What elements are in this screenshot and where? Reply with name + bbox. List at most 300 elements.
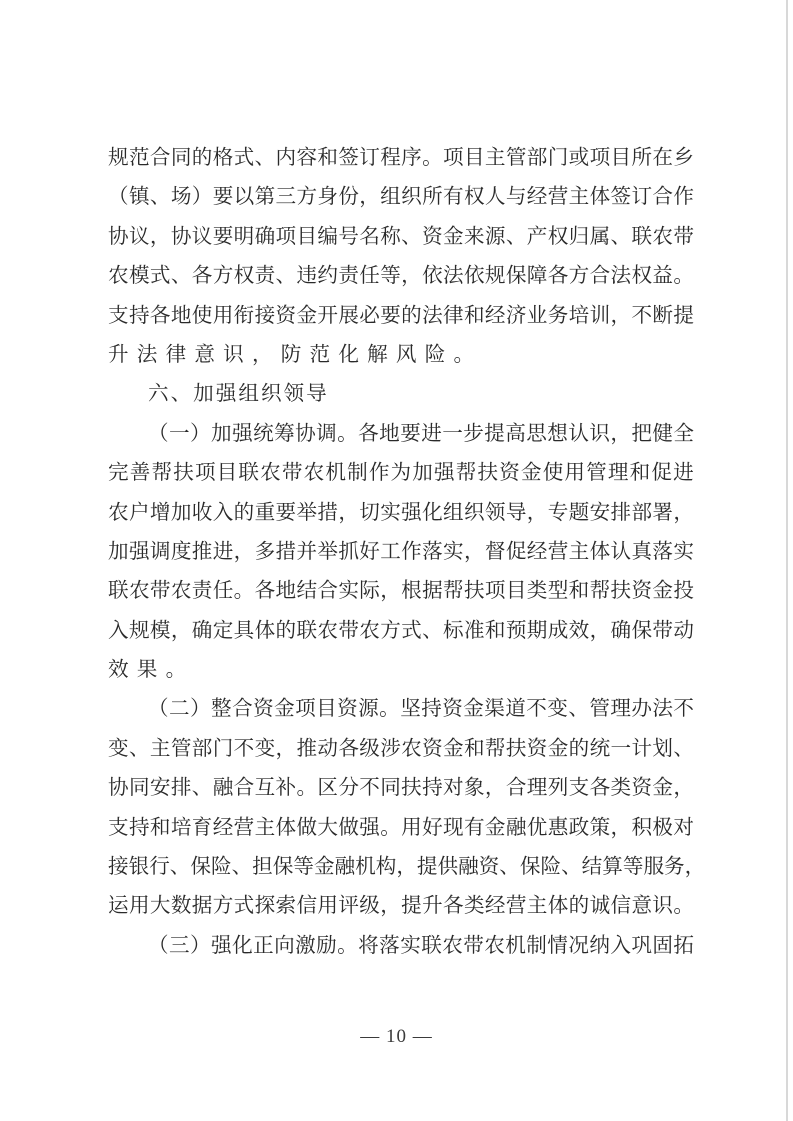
glyph: 政 bbox=[568, 814, 590, 839]
glyph: 保 bbox=[631, 617, 653, 642]
glyph: 完 bbox=[108, 460, 129, 485]
glyph: 提 bbox=[673, 302, 694, 327]
glyph: 的 bbox=[275, 617, 297, 642]
glyph: 、 bbox=[191, 775, 213, 800]
glyph: 持 bbox=[128, 302, 150, 327]
glyph: 巩 bbox=[631, 932, 652, 957]
glyph: 融 bbox=[505, 814, 527, 839]
glyph: 信 bbox=[296, 893, 318, 918]
glyph: 强 bbox=[211, 932, 232, 957]
glyph: 预 bbox=[505, 617, 527, 642]
glyph: 补 bbox=[275, 775, 297, 800]
glyph: 专 bbox=[547, 499, 569, 524]
glyph: 式 bbox=[149, 263, 171, 288]
glyph: 农 bbox=[401, 735, 422, 760]
glyph: 举 bbox=[317, 538, 338, 563]
glyph: 序 bbox=[401, 145, 422, 169]
glyph: 经 bbox=[212, 814, 234, 839]
glyph: 运 bbox=[108, 893, 129, 918]
glyph: 。 bbox=[337, 420, 358, 445]
glyph: 。 bbox=[379, 696, 400, 721]
glyph: 不 bbox=[673, 696, 694, 721]
glyph: 名 bbox=[359, 223, 380, 248]
glyph: 合 bbox=[232, 696, 253, 721]
glyph: 任 bbox=[212, 578, 234, 603]
glyph: 制 bbox=[347, 460, 368, 485]
glyph: ， bbox=[610, 814, 632, 839]
glyph: 全 bbox=[673, 420, 694, 445]
glyph: 在 bbox=[652, 145, 673, 169]
glyph: 金 bbox=[296, 302, 318, 327]
glyph: 一 bbox=[610, 735, 632, 760]
glyph: 管 bbox=[589, 696, 610, 721]
glyph: ， bbox=[610, 302, 632, 327]
glyph: 列 bbox=[547, 775, 569, 800]
glyph: 责 bbox=[191, 578, 213, 603]
glyph: 障 bbox=[526, 263, 548, 288]
glyph: 带 bbox=[149, 578, 171, 603]
glyph: 结 bbox=[296, 578, 318, 603]
text-line bbox=[108, 256, 694, 295]
glyph: 身 bbox=[317, 184, 338, 209]
glyph: 目 bbox=[296, 223, 318, 248]
glyph: ） bbox=[190, 932, 211, 957]
glyph: 类 bbox=[463, 893, 485, 918]
glyph: 举 bbox=[296, 499, 318, 524]
glyph: 断 bbox=[652, 302, 673, 327]
glyph: 所 bbox=[422, 184, 443, 209]
glyph: 和 bbox=[149, 814, 171, 839]
glyph: 主 bbox=[484, 145, 506, 169]
scan-edge-line bbox=[786, 0, 788, 1121]
glyph: （ bbox=[148, 696, 169, 721]
glyph: 联 bbox=[631, 223, 653, 248]
glyph: 、 bbox=[401, 223, 422, 248]
glyph: 服 bbox=[643, 854, 665, 879]
paragraph-2-line bbox=[108, 808, 694, 847]
glyph: 排 bbox=[170, 775, 192, 800]
glyph: ， bbox=[380, 578, 401, 603]
glyph: 极 bbox=[652, 814, 673, 839]
glyph: 构 bbox=[375, 854, 397, 879]
glyph: 的 bbox=[568, 735, 590, 760]
glyph: 管 bbox=[505, 145, 527, 169]
glyph: 范 bbox=[128, 145, 150, 169]
glyph: 、 bbox=[149, 184, 171, 209]
glyph: 部 bbox=[191, 735, 213, 760]
glyph: 金 bbox=[520, 460, 542, 485]
glyph: 等 bbox=[622, 854, 644, 879]
glyph: 项 bbox=[443, 145, 464, 169]
glyph: ， bbox=[401, 263, 422, 288]
glyph: 联 bbox=[421, 932, 442, 957]
glyph: 产 bbox=[526, 223, 548, 248]
glyph: 惠 bbox=[547, 814, 569, 839]
glyph: 统 bbox=[253, 420, 274, 445]
glyph: 确 bbox=[191, 617, 213, 642]
glyph: 培 bbox=[170, 814, 192, 839]
glyph: 归 bbox=[568, 223, 590, 248]
glyph: 农 bbox=[128, 578, 150, 603]
glyph: 进 bbox=[673, 460, 694, 485]
glyph: 排 bbox=[610, 499, 632, 524]
glyph: ， bbox=[396, 854, 417, 879]
glyph: 营 bbox=[547, 184, 569, 209]
glyph: 要 bbox=[212, 184, 234, 209]
glyph: 变 bbox=[108, 735, 129, 760]
glyph: 规 bbox=[108, 145, 129, 169]
glyph: 的 bbox=[401, 302, 422, 327]
glyph: 分 bbox=[338, 775, 359, 800]
glyph: 资 bbox=[337, 696, 358, 721]
glyph: 农 bbox=[442, 932, 463, 957]
glyph: 带 bbox=[463, 932, 484, 957]
glyph: 农 bbox=[484, 932, 505, 957]
glyph: 门 bbox=[212, 735, 234, 760]
glyph: 经 bbox=[526, 538, 548, 563]
glyph: 组 bbox=[380, 184, 401, 209]
glyph: 一 bbox=[442, 420, 463, 445]
glyph: 规 bbox=[128, 617, 150, 642]
paragraph-1-line bbox=[108, 532, 694, 571]
glyph: 主 bbox=[526, 893, 548, 918]
text-line bbox=[108, 138, 694, 177]
glyph: 成 bbox=[547, 617, 569, 642]
glyph: 进 bbox=[212, 538, 234, 563]
glyph: 、 bbox=[610, 223, 632, 248]
glyph: 协 bbox=[108, 775, 129, 800]
text-line: 升法律意识，防范化解风险。 bbox=[108, 341, 483, 366]
text-line bbox=[108, 296, 694, 335]
glyph: 等 bbox=[293, 854, 314, 879]
glyph: 联 bbox=[296, 617, 318, 642]
glyph: 经 bbox=[526, 184, 548, 209]
glyph: ， bbox=[463, 538, 485, 563]
glyph: 。 bbox=[673, 263, 694, 288]
glyph: 所 bbox=[631, 145, 653, 169]
glyph: 称 bbox=[380, 223, 401, 248]
glyph: 、 bbox=[231, 854, 253, 879]
glyph: 模 bbox=[128, 263, 150, 288]
glyph: 机 bbox=[505, 932, 526, 957]
glyph: 资 bbox=[478, 854, 500, 879]
glyph: 险 bbox=[540, 854, 562, 879]
glyph: 变 bbox=[547, 696, 568, 721]
glyph: 和 bbox=[317, 145, 338, 169]
glyph: 资 bbox=[253, 696, 274, 721]
glyph: 织 bbox=[401, 184, 422, 209]
glyph: 乡 bbox=[673, 145, 694, 169]
paragraph-1-line bbox=[108, 453, 694, 492]
glyph: 接 bbox=[108, 854, 129, 879]
glyph: 导 bbox=[505, 499, 527, 524]
glyph: 持 bbox=[128, 814, 150, 839]
glyph: 担 bbox=[252, 854, 273, 879]
glyph: 认 bbox=[568, 420, 589, 445]
glyph: 金 bbox=[547, 735, 569, 760]
glyph: 金 bbox=[652, 775, 673, 800]
glyph: 式 bbox=[233, 145, 255, 169]
glyph: 地 bbox=[275, 578, 297, 603]
glyph: 目 bbox=[216, 460, 238, 485]
glyph: 险 bbox=[210, 854, 232, 879]
glyph: 渠 bbox=[484, 696, 505, 721]
glyph: 项 bbox=[295, 696, 316, 721]
glyph: ， bbox=[484, 775, 506, 800]
glyph: 农 bbox=[652, 223, 673, 248]
glyph: 方 bbox=[380, 617, 401, 642]
glyph: 帮 bbox=[443, 578, 464, 603]
glyph: 权 bbox=[233, 263, 255, 288]
glyph: 促 bbox=[651, 460, 672, 485]
glyph: 程 bbox=[380, 145, 401, 169]
glyph: 强 bbox=[232, 420, 253, 445]
glyph: 带 bbox=[338, 617, 359, 642]
paragraph-2-line bbox=[108, 847, 706, 886]
glyph: 强 bbox=[128, 538, 150, 563]
glyph: 责 bbox=[338, 263, 359, 288]
glyph: 、 bbox=[170, 263, 192, 288]
glyph: 工 bbox=[380, 538, 401, 563]
glyph: 来 bbox=[463, 223, 485, 248]
glyph: 对 bbox=[443, 775, 464, 800]
glyph: 同 bbox=[128, 775, 150, 800]
glyph: 对 bbox=[673, 814, 694, 839]
glyph: 象 bbox=[463, 775, 485, 800]
glyph: 探 bbox=[254, 893, 276, 918]
glyph: 织 bbox=[463, 499, 485, 524]
glyph: 目 bbox=[316, 696, 337, 721]
glyph: 不 bbox=[233, 735, 255, 760]
glyph: 规 bbox=[484, 263, 506, 288]
glyph: 拓 bbox=[673, 932, 694, 957]
glyph: 农 bbox=[260, 460, 281, 485]
glyph: 领 bbox=[484, 499, 506, 524]
glyph: 的 bbox=[233, 499, 255, 524]
glyph: 识 bbox=[589, 420, 610, 445]
glyph: 投 bbox=[673, 578, 694, 603]
glyph: 金 bbox=[652, 578, 673, 603]
glyph: 或 bbox=[568, 145, 590, 169]
glyph: 加 bbox=[108, 538, 129, 563]
glyph: 强 bbox=[434, 460, 455, 485]
glyph: 定 bbox=[212, 617, 234, 642]
glyph: 融 bbox=[334, 854, 356, 879]
glyph: 金 bbox=[274, 696, 295, 721]
glyph: 法 bbox=[610, 263, 632, 288]
glyph: 化 bbox=[232, 932, 253, 957]
glyph: 级 bbox=[359, 735, 380, 760]
glyph: 信 bbox=[610, 893, 632, 918]
glyph: 金 bbox=[463, 696, 484, 721]
glyph: 加 bbox=[412, 460, 433, 485]
glyph: 合 bbox=[317, 578, 338, 603]
glyph: 、 bbox=[422, 617, 443, 642]
glyph: 好 bbox=[359, 538, 380, 563]
glyph: 理 bbox=[610, 696, 631, 721]
glyph: 农 bbox=[108, 263, 129, 288]
glyph: 衔 bbox=[233, 302, 255, 327]
glyph: 署 bbox=[652, 499, 673, 524]
glyph: 况 bbox=[568, 932, 589, 957]
glyph: 实 bbox=[673, 538, 694, 563]
glyph: 用 bbox=[317, 893, 338, 918]
glyph: 固 bbox=[652, 932, 673, 957]
glyph: 现 bbox=[443, 814, 464, 839]
glyph: 农 bbox=[317, 617, 338, 642]
glyph: 济 bbox=[505, 302, 527, 327]
glyph: 组 bbox=[443, 499, 464, 524]
glyph: 促 bbox=[505, 538, 527, 563]
glyph: 约 bbox=[317, 263, 338, 288]
glyph: 权 bbox=[631, 263, 653, 288]
glyph: 理 bbox=[607, 460, 629, 485]
glyph: 各 bbox=[254, 578, 276, 603]
glyph: ， bbox=[275, 735, 297, 760]
paragraph-1-line: 效果。 bbox=[108, 657, 195, 682]
glyph: 明 bbox=[233, 223, 255, 248]
glyph: 体 bbox=[589, 538, 611, 563]
glyph: 扶 bbox=[477, 460, 499, 485]
glyph: 不 bbox=[631, 302, 653, 327]
glyph: 要 bbox=[400, 420, 421, 445]
glyph: 带 bbox=[673, 223, 694, 248]
glyph: 地 bbox=[170, 302, 192, 327]
glyph: 一 bbox=[169, 420, 190, 445]
glyph: 订 bbox=[631, 184, 653, 209]
glyph: 合 bbox=[505, 775, 527, 800]
glyph: 帮 bbox=[589, 578, 611, 603]
glyph: ， bbox=[359, 184, 380, 209]
glyph: 体 bbox=[547, 893, 569, 918]
glyph: 动 bbox=[317, 735, 338, 760]
glyph: ， bbox=[170, 617, 192, 642]
glyph: 号 bbox=[338, 223, 359, 248]
glyph: 各 bbox=[338, 735, 359, 760]
glyph: 编 bbox=[317, 223, 338, 248]
glyph: 作 bbox=[368, 460, 390, 485]
glyph: 策 bbox=[589, 814, 611, 839]
glyph: 大 bbox=[317, 814, 338, 839]
glyph: 数 bbox=[170, 893, 192, 918]
glyph: 户 bbox=[128, 499, 150, 524]
glyph: 保 bbox=[505, 263, 527, 288]
glyph: 协 bbox=[108, 223, 129, 248]
glyph: 级 bbox=[359, 893, 380, 918]
glyph: 步 bbox=[463, 420, 484, 445]
glyph: 务 bbox=[547, 302, 569, 327]
glyph: 门 bbox=[547, 145, 569, 169]
glyph: 供 bbox=[437, 854, 459, 879]
glyph: 第 bbox=[254, 184, 276, 209]
glyph: 支 bbox=[568, 775, 590, 800]
glyph: 标 bbox=[443, 617, 464, 642]
glyph: 体 bbox=[254, 617, 276, 642]
glyph: 为 bbox=[390, 460, 412, 485]
glyph: 营 bbox=[547, 538, 569, 563]
glyph: 使 bbox=[191, 302, 213, 327]
glyph: 、 bbox=[673, 735, 694, 760]
glyph: 金 bbox=[313, 854, 335, 879]
glyph: 正 bbox=[253, 932, 274, 957]
paragraph-2-line bbox=[108, 886, 694, 925]
glyph: 索 bbox=[275, 893, 297, 918]
glyph: 切 bbox=[359, 499, 380, 524]
paragraph-2-line bbox=[108, 689, 694, 728]
glyph: 加 bbox=[211, 420, 232, 445]
glyph: 意 bbox=[631, 893, 653, 918]
glyph: 算 bbox=[602, 854, 623, 879]
glyph: 情 bbox=[547, 932, 568, 957]
glyph: 内 bbox=[275, 145, 297, 169]
glyph: 融 bbox=[458, 854, 479, 879]
glyph: 带 bbox=[281, 460, 303, 485]
glyph: 保 bbox=[519, 854, 541, 879]
glyph: 和 bbox=[463, 735, 485, 760]
glyph: 违 bbox=[296, 263, 318, 288]
glyph: 支 bbox=[108, 814, 129, 839]
glyph: 升 bbox=[422, 893, 443, 918]
glyph: 源 bbox=[358, 696, 379, 721]
glyph: 落 bbox=[379, 932, 400, 957]
glyph: 落 bbox=[422, 538, 443, 563]
glyph: 不 bbox=[526, 696, 547, 721]
glyph: 联 bbox=[238, 460, 259, 485]
glyph: 加 bbox=[170, 499, 192, 524]
glyph: 目 bbox=[463, 145, 485, 169]
glyph: 涉 bbox=[380, 735, 401, 760]
glyph: 以 bbox=[233, 184, 255, 209]
glyph: 农 bbox=[108, 499, 129, 524]
glyph: 入 bbox=[108, 617, 129, 642]
glyph: 进 bbox=[421, 420, 442, 445]
glyph: 认 bbox=[610, 538, 632, 563]
glyph: 要 bbox=[212, 223, 234, 248]
glyph: 、 bbox=[275, 263, 297, 288]
glyph: 类 bbox=[610, 775, 632, 800]
glyph: 源 bbox=[484, 223, 506, 248]
glyph: （ bbox=[108, 184, 129, 209]
glyph: 机 bbox=[325, 460, 346, 485]
glyph: 。 bbox=[296, 775, 318, 800]
glyph: 用 bbox=[401, 814, 422, 839]
glyph: 大 bbox=[149, 893, 171, 918]
glyph: 据 bbox=[422, 578, 443, 603]
glyph: 签 bbox=[610, 184, 632, 209]
glyph: 计 bbox=[631, 735, 653, 760]
glyph: 各 bbox=[589, 775, 611, 800]
glyph: 育 bbox=[191, 814, 213, 839]
glyph: ） bbox=[190, 696, 211, 721]
glyph: 、 bbox=[499, 854, 520, 879]
glyph: 办 bbox=[631, 696, 652, 721]
glyph: 化 bbox=[422, 499, 443, 524]
glyph: 行 bbox=[149, 854, 170, 879]
glyph: 部 bbox=[631, 499, 653, 524]
glyph: （ bbox=[148, 932, 169, 957]
glyph: ， bbox=[338, 499, 359, 524]
glyph: 准 bbox=[463, 617, 485, 642]
glyph: 必 bbox=[359, 302, 380, 327]
glyph: 结 bbox=[581, 854, 603, 879]
section-heading: 六、加强组织领导 bbox=[148, 381, 329, 406]
glyph: 营 bbox=[233, 814, 255, 839]
glyph: 帮 bbox=[455, 460, 477, 485]
glyph: 提 bbox=[401, 893, 422, 918]
glyph: 有 bbox=[443, 184, 464, 209]
glyph: ， bbox=[233, 538, 255, 563]
glyph: 。 bbox=[422, 145, 443, 169]
